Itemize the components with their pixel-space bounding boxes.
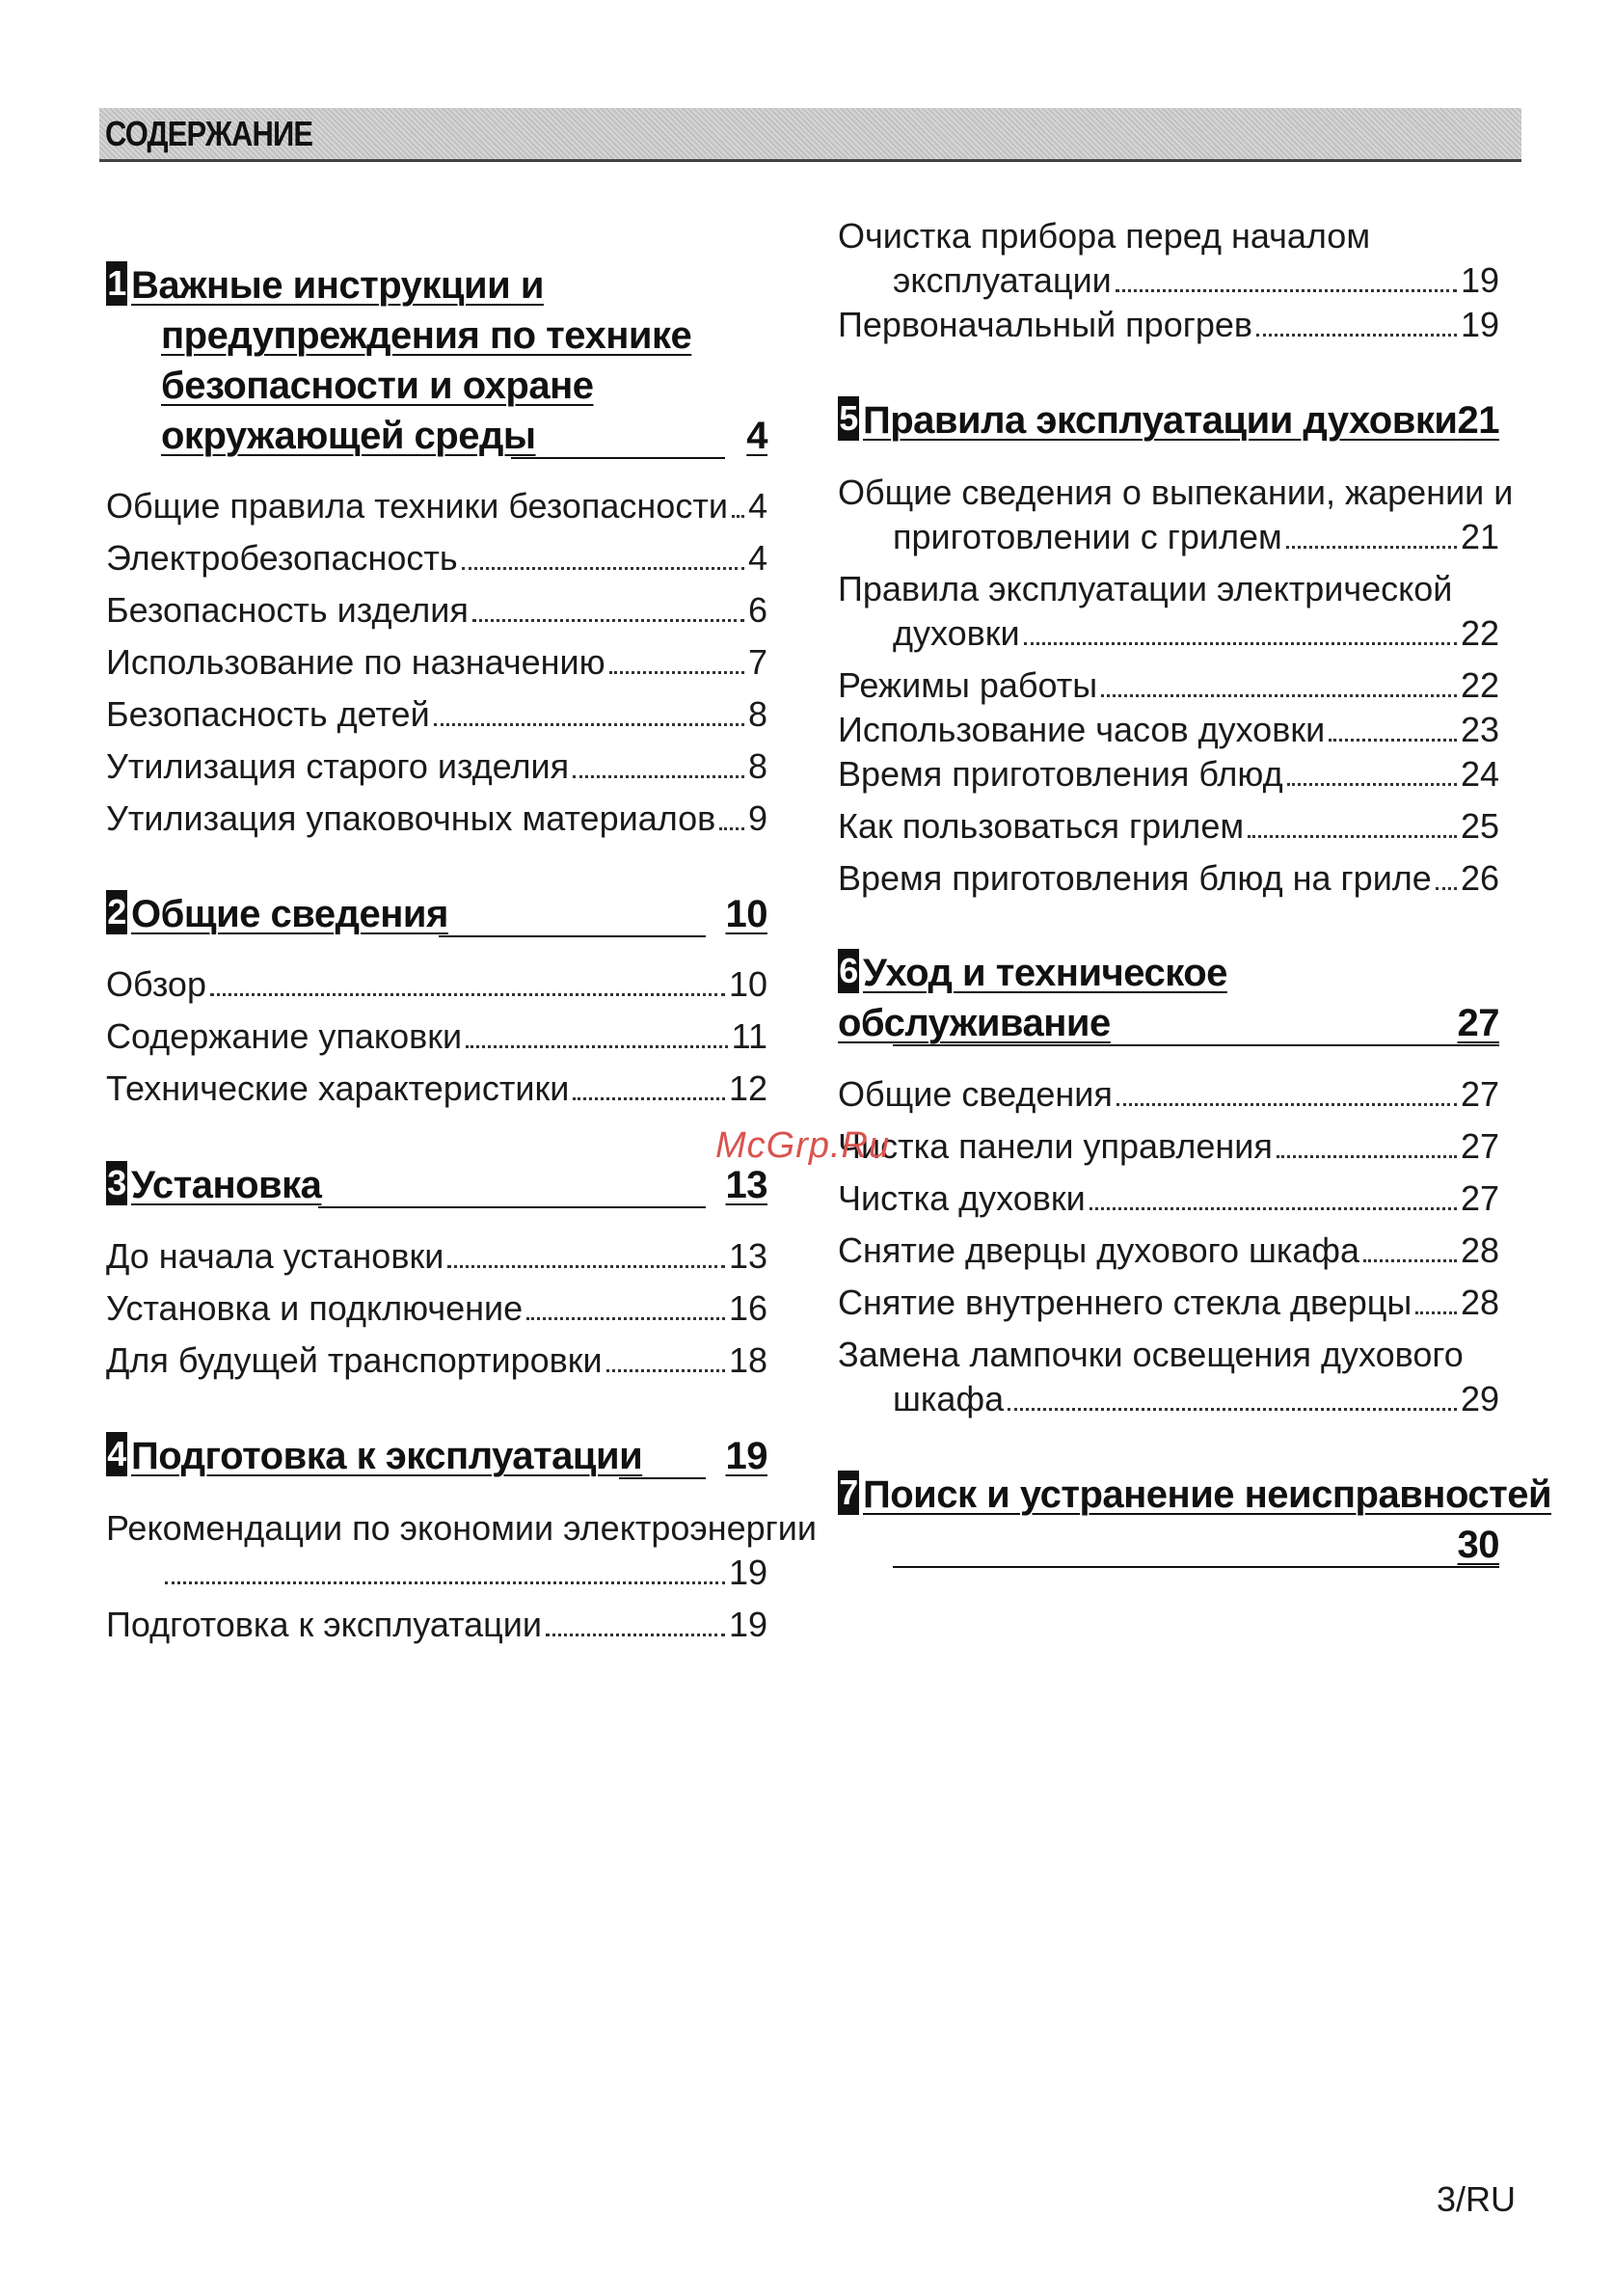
toc-entry[interactable] <box>838 663 1499 708</box>
entry-text: Очистка прибора перед началом <box>838 216 1371 256</box>
entry-text: Безопасность детей <box>106 694 430 734</box>
section-page: 4 <box>746 415 767 457</box>
toc-section-5[interactable] <box>838 395 1499 446</box>
entry-page: 13 <box>728 1236 767 1276</box>
section-rule <box>893 1566 1499 1568</box>
dot-leader <box>1101 694 1457 697</box>
section-page: 21 <box>1457 399 1499 442</box>
watermark: McGrp.Ru <box>715 1125 891 1166</box>
dot-leader <box>1256 334 1457 337</box>
dot-leader <box>609 671 744 674</box>
dot-leader <box>462 567 744 570</box>
entry-page: 12 <box>728 1068 767 1108</box>
entry-text: До начала установки <box>106 1236 444 1276</box>
dot-leader <box>1287 783 1457 786</box>
toc-entry[interactable] <box>106 1014 767 1059</box>
dot-leader <box>719 827 744 830</box>
toc-entry[interactable] <box>838 1229 1499 1273</box>
entry-page: 28 <box>1460 1230 1499 1270</box>
entry-page: 19 <box>728 1605 767 1644</box>
entry-page: 18 <box>728 1340 767 1380</box>
entry-page: 22 <box>1460 665 1499 705</box>
entry-text: Утилизация старого изделия <box>106 746 570 786</box>
dot-leader <box>472 619 744 622</box>
section-number-badge: 3 <box>106 1161 127 1205</box>
toc-entry[interactable] <box>106 692 767 737</box>
entry-page: 27 <box>1460 1074 1499 1114</box>
entry-text: Установка и подключение <box>106 1288 524 1328</box>
entry-page: 19 <box>1460 260 1499 300</box>
section-title-line: Важные инструкции и <box>131 264 544 307</box>
entry-page: 8 <box>747 746 767 786</box>
entry-text-continued: духовки <box>893 613 1020 653</box>
entry-text: Для будущей транспортировки <box>106 1340 603 1380</box>
section-title: Правила эксплуатации духовки <box>863 399 1458 442</box>
toc-entry[interactable] <box>106 962 767 1007</box>
entry-page: 16 <box>728 1288 767 1328</box>
toc-entry[interactable] <box>106 1234 767 1279</box>
dot-leader <box>434 723 744 726</box>
dot-leader <box>1024 642 1457 645</box>
dot-leader <box>573 775 744 778</box>
dot-leader <box>1116 289 1457 292</box>
entry-page: 7 <box>747 642 767 682</box>
entry-page: 24 <box>1460 754 1499 794</box>
section-title: Уход и техническое обслуживание <box>838 952 1227 1044</box>
entry-page: 11 <box>731 1016 767 1056</box>
section-page: 30 <box>1457 1524 1499 1566</box>
toc-section-2[interactable] <box>106 889 767 939</box>
entry-page: 28 <box>1460 1283 1499 1322</box>
toc-entry[interactable] <box>838 567 1499 656</box>
page-title: СОДЕРЖАНИЕ <box>105 114 313 153</box>
entry-text: Электробезопасность <box>106 538 458 578</box>
entry-text: Безопасность изделия <box>106 590 469 630</box>
entry-page: 27 <box>1460 1178 1499 1218</box>
toc-entry[interactable] <box>106 797 767 841</box>
section-title-line: предупреждения по технике <box>161 314 692 357</box>
header-band <box>99 108 1521 162</box>
toc-entry[interactable] <box>838 214 1499 303</box>
toc-section-7[interactable] <box>838 1470 1552 1570</box>
dot-leader <box>573 1097 725 1100</box>
entry-text: Снятие внутреннего стекла дверцы <box>838 1283 1412 1322</box>
toc-section-6[interactable] <box>838 948 1499 1048</box>
entry-text: Чистка духовки <box>838 1178 1086 1218</box>
entry-text: Время приготовления блюд на гриле <box>838 858 1432 898</box>
entry-text: Первоначальный прогрев <box>838 305 1253 344</box>
entry-page: 21 <box>1460 517 1499 556</box>
toc-section-1[interactable] <box>106 260 767 461</box>
entry-page: 22 <box>1460 613 1499 653</box>
section-rule <box>439 935 706 937</box>
section-title: Общие сведения <box>131 893 448 935</box>
entry-page: 26 <box>1460 858 1499 898</box>
section-rule <box>893 1044 1499 1046</box>
section-title: Установка <box>131 1164 322 1206</box>
dot-leader <box>1008 1408 1457 1411</box>
dot-leader <box>606 1369 725 1372</box>
entry-text: Утилизация упаковочных материалов <box>106 798 716 838</box>
entry-text-continued: шкафа <box>893 1379 1005 1418</box>
section-page: 27 <box>1457 1002 1499 1044</box>
toc-entry[interactable] <box>838 1281 1499 1325</box>
section-title-line: окружающей среды <box>161 415 536 457</box>
dot-leader <box>1116 1103 1457 1106</box>
entry-text: Общие правила техники безопасности <box>106 486 728 526</box>
entry-page: 19 <box>728 1553 767 1592</box>
dot-leader <box>546 1634 725 1636</box>
toc-section-3[interactable] <box>106 1160 767 1210</box>
toc-entry[interactable] <box>838 471 1514 559</box>
toc-section-4[interactable] <box>106 1431 767 1481</box>
dot-leader <box>1415 1311 1457 1314</box>
toc-entry[interactable] <box>106 1338 767 1383</box>
dot-leader <box>466 1045 728 1048</box>
dot-leader <box>210 993 725 996</box>
entry-page: 6 <box>747 590 767 630</box>
toc-entry[interactable] <box>838 804 1499 849</box>
toc-entry[interactable] <box>106 1067 767 1111</box>
entry-page: 27 <box>1460 1126 1499 1166</box>
toc-entry[interactable] <box>838 1072 1499 1117</box>
entry-text: Технические характеристики <box>106 1068 570 1108</box>
entry-page: 23 <box>1460 710 1499 749</box>
entry-text: Правила эксплуатации электрической <box>838 569 1453 608</box>
toc-entry[interactable] <box>106 588 767 633</box>
toc-entry[interactable] <box>106 744 767 789</box>
entry-text: Замена лампочки освещения духового <box>838 1335 1464 1374</box>
section-page: 13 <box>725 1164 767 1206</box>
entry-page: 19 <box>1460 305 1499 344</box>
page-number: 3/RU <box>1436 2179 1516 2219</box>
section-number-badge: 5 <box>838 396 859 441</box>
section-title: Поиск и устранение неисправностей <box>863 1473 1552 1516</box>
entry-text: Чистка панели управления <box>838 1126 1273 1166</box>
toc-entry[interactable] <box>838 1124 1499 1169</box>
entry-page: 25 <box>1460 806 1499 846</box>
entry-text: Режимы работы <box>838 665 1098 705</box>
entry-page: 4 <box>747 486 767 526</box>
toc-entry[interactable] <box>838 1333 1499 1421</box>
dot-leader <box>1363 1259 1457 1262</box>
toc-entry[interactable] <box>106 1603 767 1647</box>
dot-leader <box>1089 1207 1457 1210</box>
entry-page: 10 <box>728 964 767 1004</box>
entry-text: Подготовка к эксплуатации <box>106 1605 543 1644</box>
dot-leader <box>1286 546 1457 549</box>
entry-page: 9 <box>747 798 767 838</box>
entry-page: 29 <box>1460 1379 1499 1418</box>
entry-text: Общие сведения о выпекании, жарении и <box>838 473 1514 512</box>
entry-text: Содержание упаковки <box>106 1016 463 1056</box>
dot-leader <box>526 1317 725 1320</box>
section-number-badge: 1 <box>106 261 127 306</box>
toc-entry[interactable] <box>838 1176 1499 1221</box>
toc-entry[interactable] <box>106 536 767 581</box>
section-number-badge: 7 <box>838 1471 859 1515</box>
dot-leader <box>1329 739 1457 742</box>
section-number-badge: 4 <box>106 1432 127 1476</box>
entry-text: Рекомендации по экономии электроэнергии <box>106 1508 818 1548</box>
entry-text: Использование по назначению <box>106 642 605 682</box>
dot-leader <box>447 1265 725 1268</box>
toc-entry[interactable] <box>838 856 1499 901</box>
section-rule <box>318 1206 706 1208</box>
dot-leader <box>732 515 744 518</box>
entry-text-continued: приготовлении с грилем <box>893 517 1282 556</box>
toc-entry[interactable] <box>838 752 1499 797</box>
entry-page: 8 <box>747 694 767 734</box>
section-title: Подготовка к эксплуатации <box>131 1435 643 1477</box>
section-number-badge: 2 <box>106 890 127 934</box>
section-rule <box>619 1477 706 1479</box>
entry-text: Общие сведения <box>838 1074 1113 1114</box>
toc-entry[interactable] <box>838 303 1499 347</box>
dot-leader <box>1277 1155 1457 1158</box>
entry-text: Время приготовления блюд <box>838 754 1283 794</box>
section-number-badge: 6 <box>838 949 859 993</box>
entry-text: Как пользоваться грилем <box>838 806 1245 846</box>
dot-leader <box>165 1581 725 1584</box>
entry-text-continued: эксплуатации <box>893 260 1112 300</box>
entry-text: Обзор <box>106 964 206 1004</box>
toc-entry[interactable] <box>106 640 767 685</box>
dot-leader <box>1436 887 1457 890</box>
toc-entry[interactable] <box>106 1286 767 1331</box>
toc-entry[interactable] <box>106 1506 818 1595</box>
toc-entry[interactable] <box>838 708 1499 752</box>
section-title-line: безопасности и охране <box>161 365 594 407</box>
entry-text: Использование часов духовки <box>838 710 1326 749</box>
entry-page: 4 <box>747 538 767 578</box>
entry-text: Снятие дверцы духового шкафа <box>838 1230 1360 1270</box>
section-page: 19 <box>725 1435 767 1477</box>
toc-entry[interactable] <box>106 484 767 528</box>
dot-leader <box>1248 835 1457 838</box>
section-rule <box>511 457 725 459</box>
section-page: 10 <box>725 893 767 935</box>
